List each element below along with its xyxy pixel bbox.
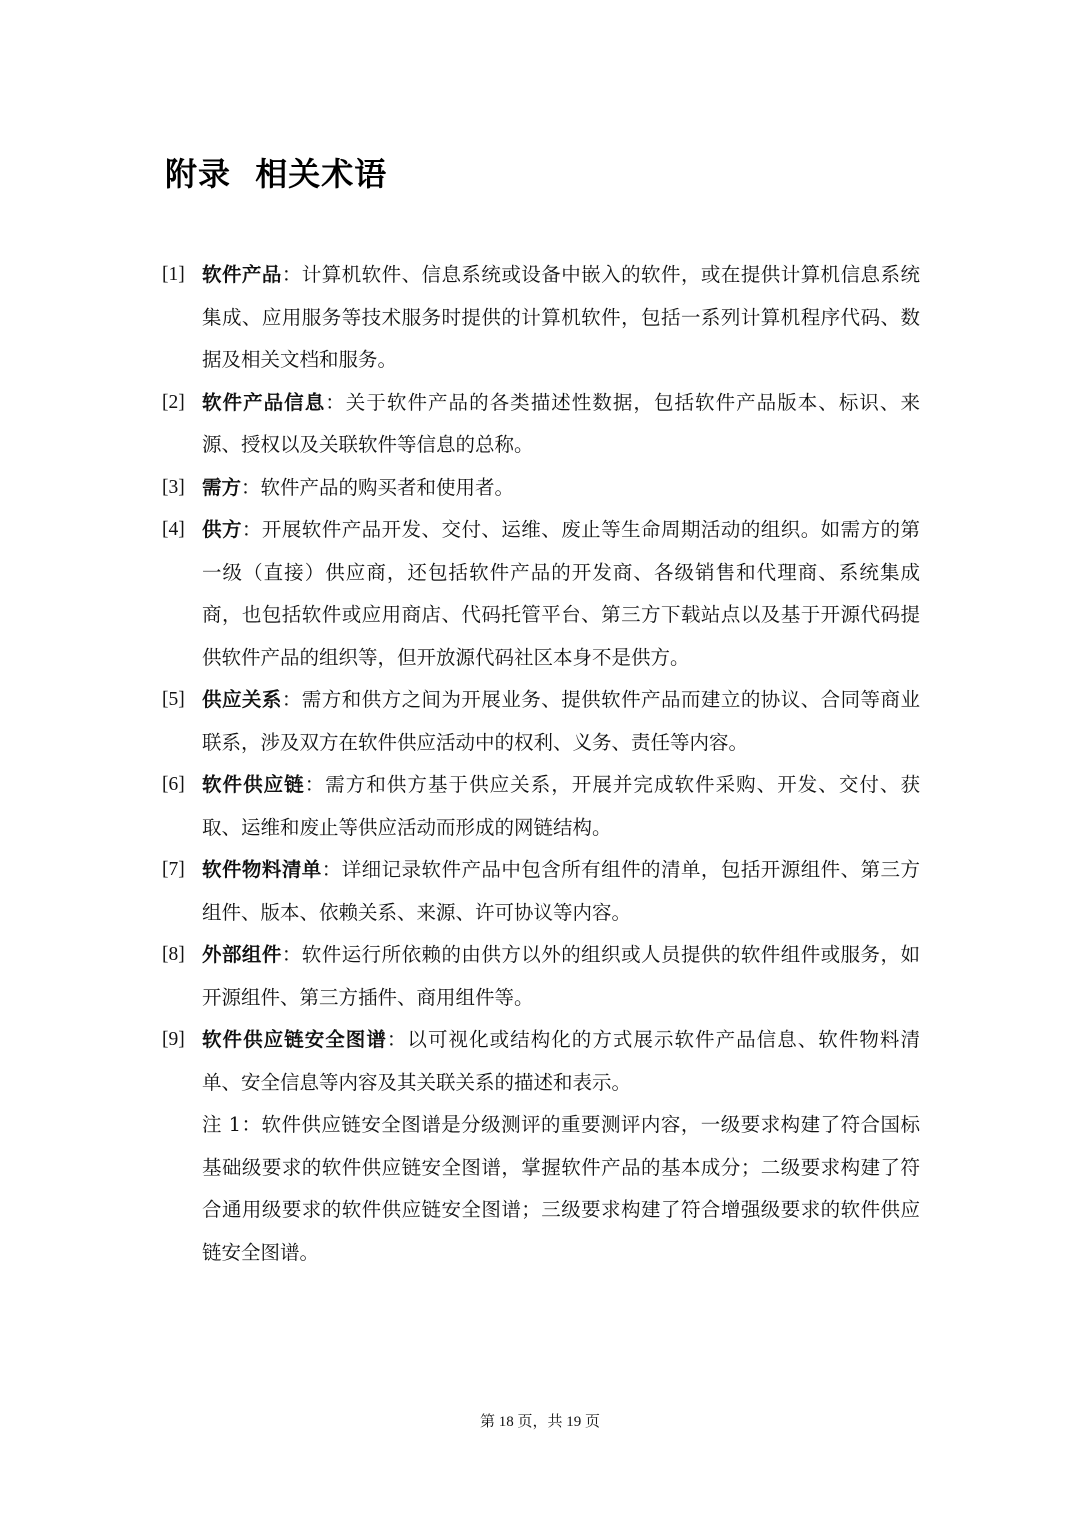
term-index: [5] [162,689,185,710]
term-item [162,382,920,467]
term-definition: ：关于软件产品的各类描述性数据，包括软件产品版本、标识、来源、授权以及关联软件等信息的总称。 [202,390,920,456]
term-index: [6] [162,774,185,795]
term-name: 供方 [202,518,242,541]
term-item [162,509,920,679]
term-index: [8] [162,944,185,965]
term-name: 软件产品信息 [202,390,326,414]
term-item [162,934,920,1019]
term-name: 外部组件 [202,943,282,966]
term-definition: ：软件产品的购买者和使用者。 [241,475,515,499]
term-name: 软件物料清单 [202,858,322,881]
term-index: [1] [162,264,185,285]
term-list [162,254,920,1274]
term-name: 软件供应链安全图谱 [202,1028,387,1051]
term-definition: ：需方和供方基于供应关系，开展并完成软件采购、开发、交付、获取、运维和废止等供应活动而形成的网链结构。 [202,773,920,839]
page-number-footer: 第 18 页，共 19 页 [479,1414,600,1430]
term-name: 供应关系 [202,688,282,711]
page-title: 附录 相关术语 [165,155,388,193]
term-definition: ：需方和供方之间为开展业务、提供软件产品而建立的协议、合同等商业联系，涉及双方在软件供应活动中的权利、义务、责任等内容。 [202,688,920,754]
term-index: [9] [162,1029,185,1050]
term-definition: ：详细记录软件产品中包含所有组件的清单，包括开源组件、第三方组件、版本、依赖关系、来源、许可协议等内容。 [202,858,920,924]
term-name: 软件供应链 [202,773,305,796]
term-definition: ：以可视化或结构化的方式展示软件产品信息、软件物料清单、安全信息等内容及其关联关系的描述和表示。 [202,1028,920,1094]
term-item [162,1019,920,1274]
term-item [162,764,920,849]
term-index: [3] [162,476,185,498]
term-name: 软件产品 [202,263,282,286]
term-definition: ：计算机软件、信息系统或设备中嵌入的软件，或在提供计算机信息系统集成、应用服务等技术服务时提供的计算机软件，包括一系列计算机程序代码、数据及相关文档和服务。 [202,263,920,371]
term-note: 注 1：软件供应链安全图谱是分级测评的重要测评内容，一级要求构建了符合国标基础级要求的软件供应链安全图谱，掌握软件产品的基本成分；二级要求构建了符合通用级要求的软件供应链安全图谱；三级要求构建了符合增强级要求的软件供应链安全图谱。 [202,1113,920,1264]
term-definition: ：软件运行所依赖的由供方以外的组织或人员提供的软件组件或服务，如开源组件、第三方插件、商用组件等。 [202,943,920,1009]
term-item [162,679,920,764]
term-item [162,849,920,934]
term-item [162,467,920,510]
term-definition: ：开展软件产品开发、交付、运维、废止等生命周期活动的组织。如需方的第一级（直接）供应商，还包括软件产品的开发商、各级销售和代理商、系统集成商，也包括软件或应用商店、代码托管平台、第三方下载站点以及基于开源代码提供软件产品的组织等，但开放源代码社区本身不是供方。 [202,518,920,669]
term-index: [7] [162,859,185,880]
term-name: 需方 [202,475,242,499]
term-item [162,254,920,382]
term-index: [4] [162,519,185,540]
term-index: [2] [162,391,185,413]
